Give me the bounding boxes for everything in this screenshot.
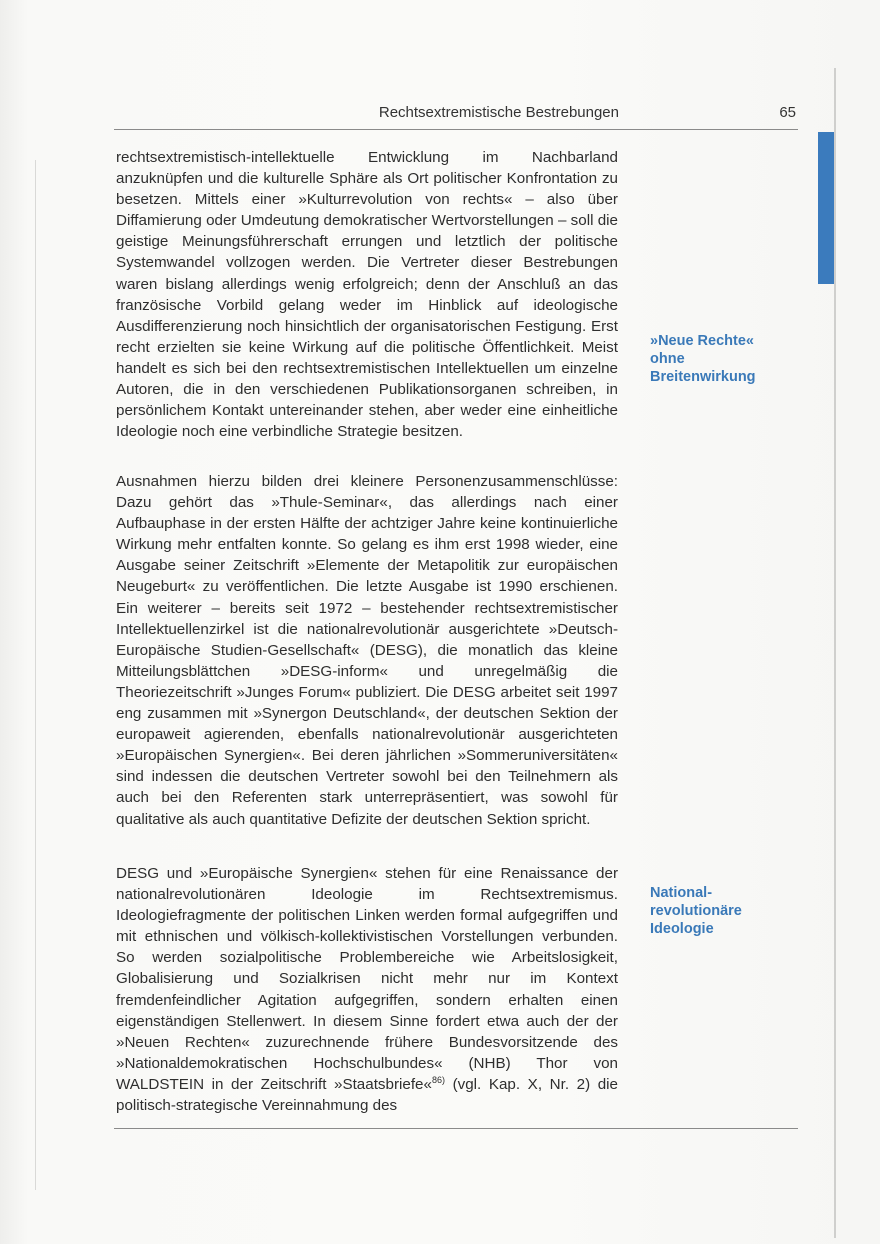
paragraph-3-continuation: (vgl. Kap. X, Nr. 2) die politisch-strategische Vereinnahmung des bbox=[116, 1075, 618, 1115]
page-edge-line bbox=[834, 68, 836, 1238]
chapter-tab bbox=[818, 132, 834, 284]
header-rule bbox=[114, 129, 798, 130]
paragraph-3-text: DESG und »Europäische Synergien« stehen für eine Renaissance der nationalrevolutionären Ideologie im Rechtsextremismus. Ideologiefragmente der politischen Linken werden formal aufgegriffen und mit ethnischen und völkisch-kollektivistischen Vorstellungen verbunden. So werden sozialpolitische Problembereiche wie Arbeitslosigkeit, Globalisierung und Sozialkrisen nicht mehr nur im Kontext fremdenfeindlicher Agitation aufgegriffen, sondern erhalten einen eigenständigen Stellenwert. In diesem Sinne fordert etwa auch der der »Neuen Rechten« zuzurechnende frühere Bundesvorsitzende des »Nationaldemokratischen Hochschulbundes« (NHB) Thor von WALDSTEIN in der Zeitschrift »Staatsbriefe« bbox=[116, 865, 618, 1093]
margin-note-ideologie bbox=[650, 884, 780, 938]
margin-note-line: Breitenwirkung bbox=[650, 369, 756, 385]
binding-edge bbox=[35, 160, 36, 1190]
footnote-ref: 86) bbox=[431, 1074, 445, 1085]
margin-note-line: »Neue Rechte« bbox=[650, 333, 754, 349]
paragraph-3 bbox=[116, 863, 618, 1116]
margin-note-line: revolutionäre bbox=[650, 903, 742, 919]
footer-rule bbox=[114, 1128, 798, 1129]
running-title: Rechtsextremistische Bestrebungen bbox=[378, 104, 619, 121]
paragraph-1: rechtsextremistisch-intellektuelle Entwicklung im Nachbarland anzuknüpfen und die kulturelle Sphäre als Ort politischer Konfrontation zu besetzen. Mittels einer »Kulturrevolution von rechts« – also über Diffamierung oder Umdeutung demokratischer Wertvorstellungen – soll die geistige Meinungsführerschaft errungen und letztlich der politische Systemwandel vollzogen werden. Die Vertreter dieser Bestrebungen waren bislang allerdings wenig erfolgreich; denn der Anschluß an das französische Vorbild gelang weder im Hinblick auf ideologische Ausdifferenzierung noch hinsichtlich der organisatorischen Festigung. Erst recht erzielten sie keine Wirkung auf die politische Öffentlichkeit. Meist handelt es sich bei den rechtsextremistischen Intellektuellen um einzelne Autoren, die in den verschiedenen Publikationsorganen schreiben, in persönlichem Kontakt untereinander stehen, aber weder eine einheitliche Ideologie noch eine verbindliche Strategie besitzen. bbox=[116, 149, 618, 441]
margin-note-line: National- bbox=[650, 885, 713, 901]
margin-note-line: ohne bbox=[650, 351, 685, 367]
margin-note-line: Ideologie bbox=[650, 921, 714, 937]
page-number: 65 bbox=[779, 104, 796, 121]
margin-note-neue-rechte bbox=[650, 332, 780, 386]
paragraph-2: Ausnahmen hierzu bilden drei kleinere Personenzusammenschlüsse: Dazu gehört das »Thule-Seminar«, das allerdings nach einer Aufbauphase in der ersten Hälfte der achtziger Jahre keine kontinuierliche Wirkung mehr entfalten konnte. So gelang es ihm erst 1998 wieder, eine Ausgabe seiner Zeitschrift »Elemente der Metapolitik zur europäischen Neugeburt« zu veröffentlichen. Die letzte Ausgabe ist 1990 erschienen. Ein weiterer – bereits seit 1972 – bestehender rechtsextremistischer Intellektuellenzirkel ist die nationalrevolutionär ausgerichtete »Deutsch-Europäische Studien-Gesellschaft« (DESG), die monatlich das kleine Mitteilungsblättchen »DESG-inform« und unregelmäßig die Theoriezeitschrift »Junges Forum« publiziert. Die DESG arbeitet seit 1997 eng zusammen mit »Synergon Deutschland«, der deutschen Sektion der europaweit agierenden, ebenfalls nationalrevolutionär ausgerichteten »Europäischen Synergien«. Bei deren jährlichen »Sommeruniversitäten« sind indessen die deutschen Vertreter sowohl bei den Teilnehmern als auch bei den Referenten stark unterrepräsentiert, was sowohl für qualitative als auch quantitative Defizite der deutschen Sektion spricht. bbox=[116, 473, 618, 828]
